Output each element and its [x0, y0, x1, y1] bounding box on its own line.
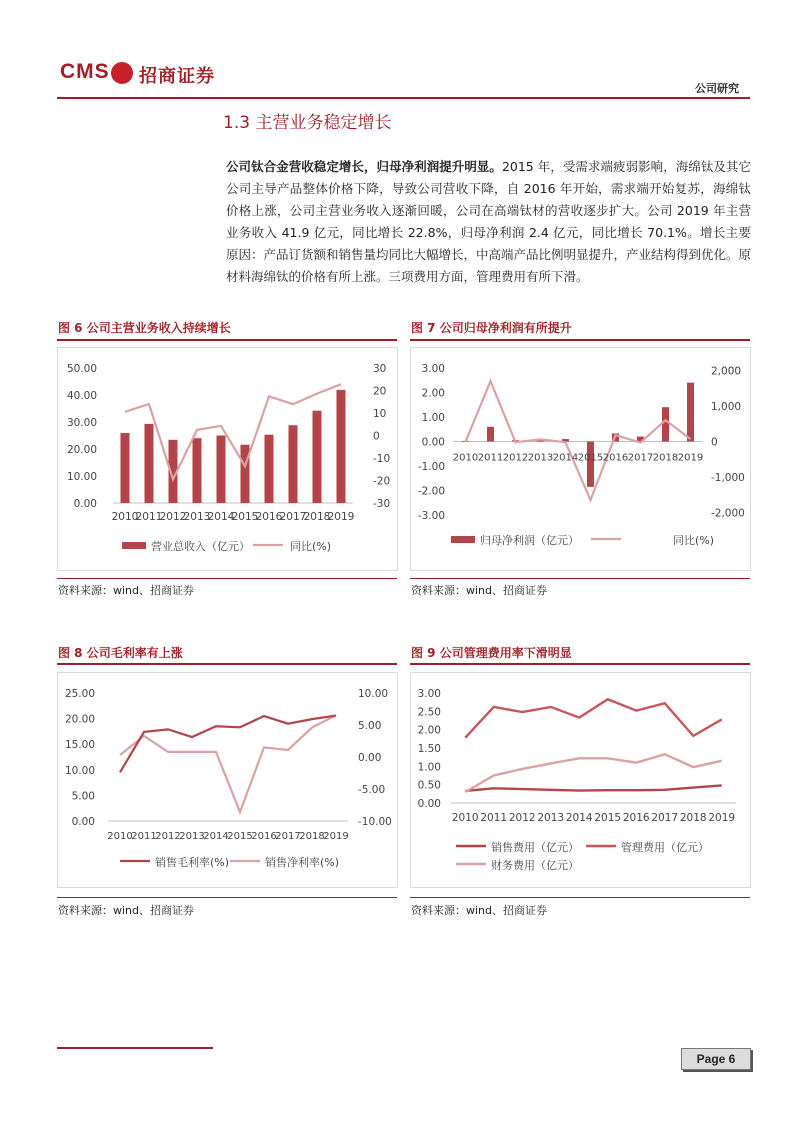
bar-revenue [289, 425, 298, 503]
x-tick-label: 2019 [323, 831, 349, 842]
bar-revenue [217, 436, 226, 504]
bar-revenue [265, 435, 274, 503]
footer-rule [57, 1047, 213, 1049]
report-type-label: 公司研究 [695, 82, 739, 95]
x-tick-label: 2015 [594, 812, 622, 824]
y-tick-label: 1.50 [417, 743, 441, 755]
x-tick-label: 2016 [622, 812, 650, 824]
y-right-tick-label: 10.00 [358, 688, 389, 700]
y-left-tick-label: 20.00 [64, 713, 95, 726]
y-right-tick-label: 0 [711, 436, 718, 449]
logo-mark-icon [111, 62, 133, 84]
x-tick-label: 2019 [677, 452, 704, 464]
y-tick-label: 3.00 [417, 688, 441, 700]
y-left-tick-label: 40.00 [66, 390, 97, 402]
figure-8-title: 图 8 公司毛利率有上涨 [58, 646, 183, 660]
x-tick-label: 2016 [251, 831, 277, 842]
y-tick-label: 1.00 [417, 761, 441, 774]
figure-8-source: 资料来源：wind、招商证券 [58, 904, 195, 917]
x-tick-label: 2012 [159, 511, 187, 523]
line-admin-expense [465, 699, 722, 738]
x-tick-label: 2018 [652, 452, 679, 464]
bar-net-profit [587, 442, 594, 487]
x-tick-label: 2011 [131, 831, 157, 842]
line-yoy [125, 384, 341, 479]
y-right-tick-label: -30 [373, 498, 391, 510]
figure-6-chart-box [57, 347, 398, 571]
x-tick-label: 2012 [155, 831, 181, 842]
figure-9-chart [411, 673, 750, 887]
y-left-tick-label: 25.00 [64, 688, 95, 700]
body-paragraph [226, 156, 751, 288]
x-tick-label: 2012 [502, 452, 529, 464]
y-left-tick-label: 5.00 [71, 790, 95, 803]
x-tick-label: 2017 [627, 452, 654, 464]
figure-8-chart [58, 673, 397, 887]
y-right-tick-label: -10 [373, 453, 391, 465]
x-tick-label: 2015 [577, 452, 604, 464]
y-left-tick-label: -2.00 [417, 485, 445, 498]
y-right-tick-label: 1,000 [711, 400, 742, 413]
y-left-tick-label: 3.00 [421, 363, 445, 375]
bar-revenue [145, 424, 154, 503]
figure-7-bottom-rule [410, 578, 750, 579]
x-tick-label: 2011 [480, 812, 508, 824]
line-yoy [466, 381, 691, 500]
y-left-tick-label: 0.00 [73, 498, 97, 510]
x-tick-label: 2010 [452, 452, 479, 464]
legend-label: 归母净利润（亿元） [480, 534, 579, 547]
figure-8-bottom-rule [57, 897, 397, 898]
body-text: 2015 年，受需求端疲弱影响，海绵钛及其它公司主导产品整体价格下降，导致公司营收下降，自 2016 年开始，需求端开始复苏，海绵钛价格上涨，公司主营业务收入逐渐回暖，公司在高端钛材的营收逐步扩大。公司 2019 年主营业务收入 41.9 亿元，同比增长 22.8%，归母净利润 2.4 亿元，同比增长 70.1%。增长主要原因：产品订货额和销售量均同比大幅增长，中高端产品比例明显提升，产业结构得到优化。原材料海绵钛的价格有所上涨。三项费用方面，管理费用有所下滑。 [226, 159, 752, 284]
legend-label: 销售毛利率(%) [155, 856, 230, 869]
legend-swatch-bar [451, 536, 475, 543]
y-right-tick-label: -2,000 [711, 507, 745, 520]
y-left-tick-label: 2.00 [421, 387, 445, 400]
x-tick-label: 2010 [111, 511, 139, 523]
y-tick-label: 0.00 [417, 798, 441, 810]
figure-7-source: 资料来源：wind、招商证券 [411, 584, 548, 597]
logo-chinese-text: 招商证券 [139, 66, 215, 87]
y-left-tick-label: 30.00 [66, 417, 97, 429]
x-tick-label: 2019 [708, 812, 736, 824]
line-sales-expense [465, 785, 722, 791]
x-tick-label: 2011 [135, 511, 163, 523]
y-right-tick-label: 0 [373, 430, 380, 443]
y-left-tick-label: 10.00 [64, 764, 95, 777]
y-right-tick-label: -5.00 [358, 784, 386, 796]
x-tick-label: 2017 [275, 831, 301, 842]
logo-cms-text: CMS [60, 60, 110, 83]
x-tick-label: 2014 [203, 831, 229, 842]
figure-6-source: 资料来源：wind、招商证券 [58, 584, 195, 597]
bar-revenue [337, 390, 346, 503]
bar-revenue [121, 433, 130, 503]
x-tick-label: 2019 [327, 511, 355, 523]
bar-revenue [313, 411, 322, 503]
y-left-tick-label: 1.00 [421, 412, 445, 424]
y-left-tick-label: 0.00 [421, 436, 445, 449]
figure-7-chart-box [410, 347, 751, 571]
y-right-tick-label: 30 [373, 363, 387, 375]
figure-9-title: 图 9 公司管理费用率下滑明显 [411, 646, 572, 660]
x-tick-label: 2017 [651, 812, 679, 824]
y-left-tick-label: 0.00 [71, 816, 95, 828]
y-left-tick-label: 50.00 [66, 363, 97, 375]
figure-8-chart-box [57, 672, 398, 888]
y-tick-label: 0.50 [417, 779, 441, 792]
y-left-tick-label: 10.00 [66, 471, 97, 483]
x-tick-label: 2014 [207, 511, 235, 523]
y-left-tick-label: -3.00 [417, 510, 445, 522]
x-tick-label: 2013 [537, 812, 565, 824]
figure-9-top-rule [410, 663, 750, 665]
line-finance-expense [465, 754, 722, 792]
y-right-tick-label: 0.00 [358, 752, 382, 764]
y-left-tick-label: -1.00 [417, 461, 445, 473]
y-right-tick-label: -20 [373, 475, 391, 488]
x-tick-label: 2015 [231, 511, 259, 523]
legend-label: 营业总收入（亿元） [151, 540, 250, 553]
y-right-tick-label: 10 [373, 408, 387, 420]
x-tick-label: 2016 [602, 452, 629, 464]
body-lead-sentence: 公司钛合金营收稳定增长，归母净利润提升明显。 [226, 159, 502, 174]
figure-6-bottom-rule [57, 578, 397, 579]
figure-9-source: 资料来源：wind、招商证券 [411, 904, 548, 917]
y-right-tick-label: 2,000 [711, 365, 742, 378]
x-tick-label: 2010 [107, 831, 133, 842]
section-title: 1.3 主营业务稳定增长 [223, 113, 392, 133]
figure-9-bottom-rule [410, 897, 750, 898]
page-number: Page 6 [681, 1048, 751, 1070]
x-tick-label: 2016 [255, 511, 283, 523]
x-tick-label: 2010 [451, 812, 479, 824]
legend-label: 同比(%) [290, 540, 332, 553]
figure-7-chart [411, 348, 750, 570]
y-left-tick-label: 15.00 [64, 739, 95, 752]
figure-9-chart-box [410, 672, 751, 888]
x-tick-label: 2014 [565, 812, 593, 824]
legend-label: 管理费用（亿元） [621, 841, 709, 854]
x-tick-label: 2018 [303, 511, 331, 523]
bar-revenue [193, 438, 202, 503]
legend-label: 销售费用（亿元） [491, 841, 579, 854]
x-tick-label: 2014 [552, 452, 579, 464]
x-tick-label: 2011 [477, 452, 504, 464]
y-left-tick-label: 20.00 [66, 444, 97, 456]
legend-label: 销售净利率(%) [265, 856, 340, 869]
bar-net-profit [687, 383, 694, 442]
x-tick-label: 2013 [179, 831, 205, 842]
figure-6-chart [58, 348, 397, 570]
x-tick-label: 2013 [183, 511, 211, 523]
figure-6-top-rule [57, 339, 397, 341]
y-right-tick-label: -10.00 [358, 816, 392, 828]
x-tick-label: 2015 [227, 831, 253, 842]
x-tick-label: 2018 [299, 831, 325, 842]
bar-net-profit [662, 407, 669, 441]
line-gross-margin [120, 716, 336, 773]
legend-label: 同比(%) [673, 534, 715, 547]
x-tick-label: 2017 [279, 511, 307, 523]
y-right-tick-label: -1,000 [711, 472, 745, 485]
figure-7-title: 图 7 公司归母净利润有所提升 [411, 321, 572, 335]
bar-revenue [241, 445, 250, 503]
y-right-tick-label: 5.00 [358, 720, 382, 732]
figure-8-top-rule [57, 663, 397, 665]
y-tick-label: 2.00 [417, 724, 441, 737]
x-tick-label: 2013 [527, 452, 554, 464]
y-right-tick-label: 20 [373, 385, 387, 398]
figure-6-title: 图 6 公司主营业务收入持续增长 [58, 321, 231, 335]
figure-7-top-rule [410, 339, 750, 341]
legend-label: 财务费用（亿元） [491, 859, 579, 872]
legend-swatch-bar [122, 542, 146, 549]
bar-net-profit [487, 427, 494, 442]
header-divider [57, 97, 750, 99]
line-net-margin [120, 715, 336, 812]
y-tick-label: 2.50 [417, 706, 441, 719]
x-tick-label: 2018 [679, 812, 707, 824]
x-tick-label: 2012 [508, 812, 536, 824]
